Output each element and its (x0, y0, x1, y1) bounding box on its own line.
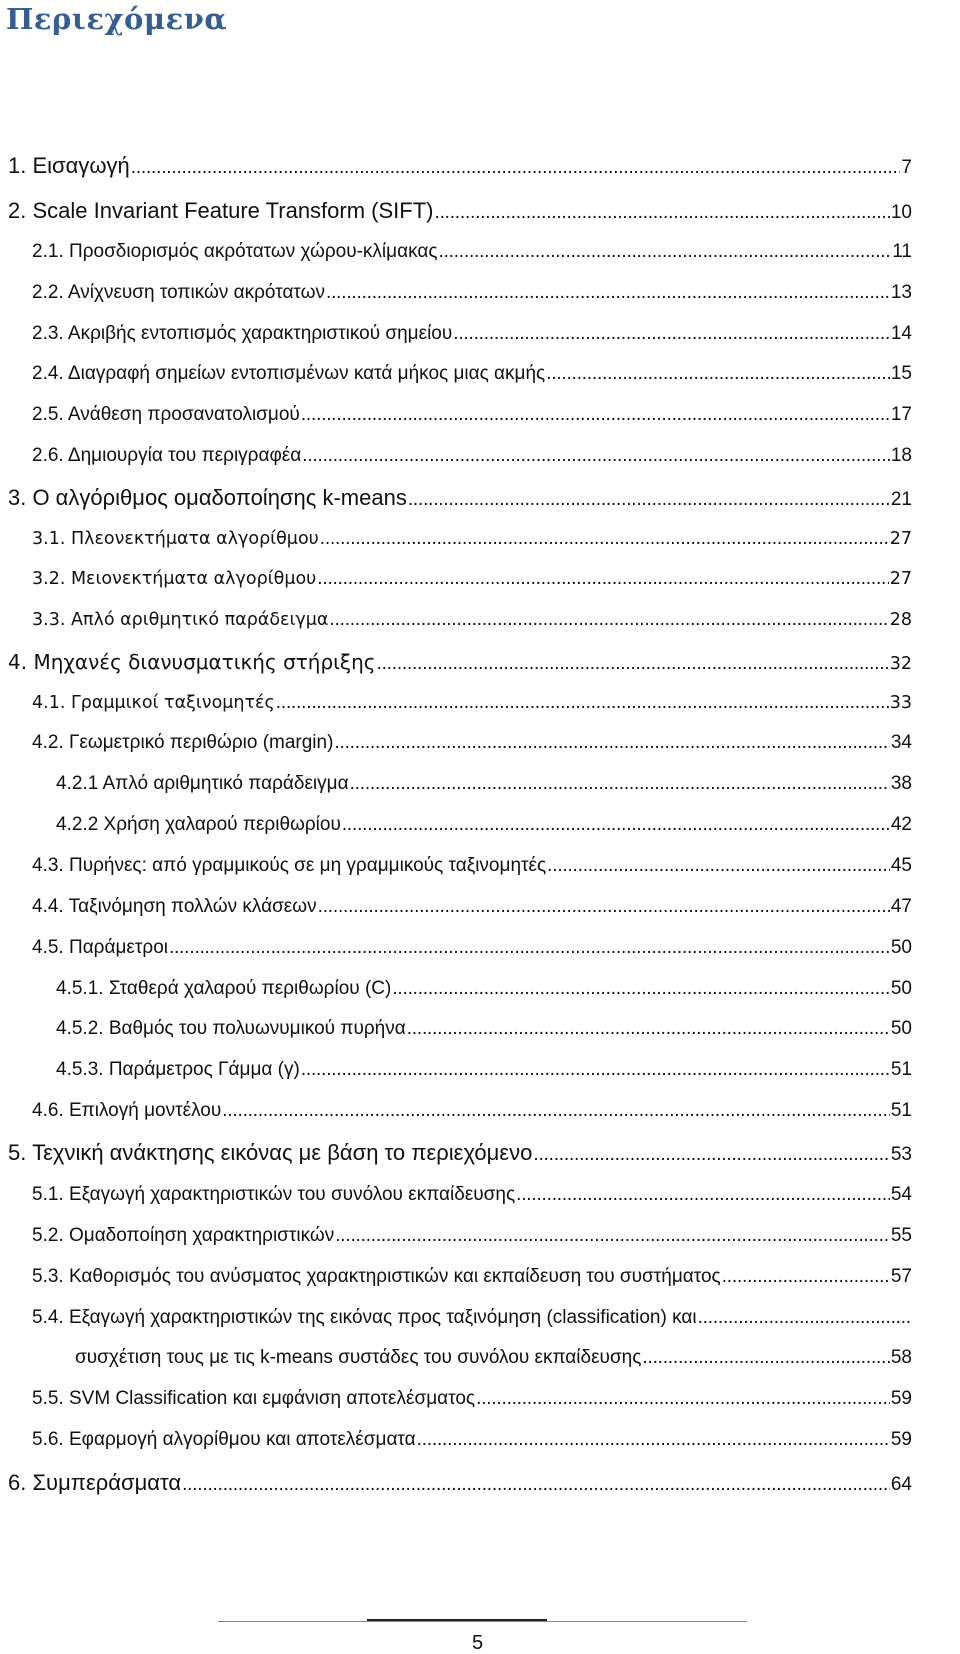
toc-entry[interactable] (8, 1469, 912, 1499)
toc-dot-leader (407, 1017, 890, 1041)
toc-dot-leader (182, 1471, 890, 1499)
toc-entry-page: 50 (890, 978, 912, 999)
footer-rule (218, 1621, 747, 1622)
toc-dot-leader (342, 813, 890, 837)
toc-entry-title: 2.6. Δημιουργία του περιγραφέα (32, 445, 302, 466)
toc-entry[interactable] (8, 152, 912, 182)
toc-dot-leader (334, 731, 889, 755)
toc-entry-page: 28 (889, 610, 912, 630)
toc-entry-page: 54 (890, 1184, 912, 1205)
toc-entry[interactable] (56, 772, 912, 796)
toc-entry[interactable] (32, 1428, 912, 1452)
toc-entry-page: 64 (890, 1474, 912, 1495)
toc-entry-title: 3. Ο αλγόριθμος ομαδοποίησης k-means (8, 485, 407, 510)
toc-dot-leader (377, 650, 889, 678)
toc-entry-page: 45 (890, 855, 912, 876)
toc-entry-title: 5.2. Ομαδοποίηση χαρακτηριστικών (32, 1225, 335, 1246)
toc-entry[interactable] (32, 691, 912, 715)
toc-entry-title: 4.2.2 Χρήση χαλαρού περιθωρίου (56, 814, 341, 835)
toc-entry[interactable] (32, 895, 912, 919)
toc-entry-page: 58 (890, 1347, 912, 1368)
toc-dot-leader (642, 1346, 889, 1370)
toc-dot-leader (476, 1387, 890, 1411)
toc-entry-title: 2.5. Ανάθεση προσανατολισμού (32, 404, 300, 425)
toc-entry[interactable] (32, 608, 912, 632)
toc-dot-leader (335, 1224, 890, 1248)
toc-dot-leader (417, 1428, 890, 1452)
toc-entry-title: 4.5.3. Παράμετρος Γάμμα (γ) (56, 1059, 300, 1080)
toc-entry[interactable] (32, 1183, 912, 1207)
toc-entry-title: 2.3. Ακριβής εντοπισμός χαρακτηριστικού σημείου (32, 323, 453, 344)
toc-dot-leader (722, 1265, 890, 1289)
toc-dot-leader (533, 1141, 889, 1169)
toc-entry-title: 3.1. Πλεονεκτήματα αλγορίθμου (32, 529, 319, 549)
toc-entry[interactable] (32, 362, 912, 386)
toc-entry[interactable] (8, 648, 912, 678)
toc-entry-title: 4.3. Πυρήνες: από γραμμικούς σε μη γραμμικούς ταξινομητές (32, 855, 547, 876)
toc-entry-page: 18 (890, 445, 912, 466)
toc-entry-page: 13 (890, 282, 912, 303)
toc-entry-page: 50 (890, 1018, 912, 1039)
toc-entry-page: 32 (889, 654, 912, 674)
toc-entry-title: 3.2. Μειονεκτήματα αλγορίθμου (32, 569, 317, 589)
toc-entry[interactable] (32, 567, 912, 591)
toc-dot-leader (546, 362, 890, 386)
toc-entry[interactable] (32, 281, 912, 305)
toc-entry-title: 4.6. Επιλογή μοντέλου (32, 1100, 222, 1121)
toc-dot-leader (698, 1306, 911, 1330)
toc-dot-leader (350, 772, 890, 796)
toc-entry-page: 59 (890, 1429, 912, 1450)
toc-entry-title: συσχέτιση τους με τις k-means συστάδες του συνόλου εκπαίδευσης (75, 1347, 642, 1368)
toc-entry-page: 33 (889, 693, 912, 713)
toc-entry-title: 4.2. Γεωμετρικό περιθώριο (margin) (32, 732, 334, 753)
toc-entry-page: 57 (890, 1266, 912, 1287)
toc-dot-leader (301, 1058, 890, 1082)
toc-dot-leader (516, 1183, 890, 1207)
toc-entry-page: 51 (890, 1100, 912, 1121)
toc-entry-title: 4.4. Ταξινόμηση πολλών κλάσεων (32, 896, 317, 917)
toc-dot-leader (318, 895, 890, 919)
toc-entry-page: 7 (901, 157, 912, 178)
toc-heading: Περιεχόμενα (6, 2, 228, 36)
toc-entry-page: 34 (890, 732, 912, 753)
toc-dot-leader (169, 936, 890, 960)
toc-entry[interactable] (32, 1265, 912, 1289)
toc-dot-leader (453, 322, 890, 346)
toc-entry-page: 15 (890, 363, 912, 384)
toc-entry-title: 4. Μηχανές διανυσματικής στήριξης (8, 650, 376, 674)
toc-dot-leader (302, 444, 890, 468)
page-number: 5 (472, 1632, 484, 1654)
toc-entry-title: 4.1. Γραμμικοί ταξινομητές (32, 693, 275, 713)
toc-entry-title: 4.5.2. Βαθμός του πολυωνυμικού πυρήνα (56, 1018, 406, 1039)
toc-dot-leader (438, 240, 891, 264)
toc-entry-title: 4.2.1 Απλό αριθμητικό παράδειγμα (56, 773, 349, 794)
toc-entry-title: 5.4. Εξαγωγή χαρακτηριστικών της εικόνας προς ταξινόμηση (classification) και (32, 1307, 697, 1328)
toc-dot-leader (408, 486, 890, 514)
toc-dot-leader (434, 199, 889, 227)
toc-entry[interactable] (56, 1058, 912, 1082)
toc-entry-page: 10 (890, 202, 912, 223)
toc-entry-page: 47 (890, 896, 912, 917)
toc-dot-leader (547, 854, 890, 878)
toc-entry-title: 3.3. Απλό αριθμητικό παράδειγμα (32, 610, 329, 630)
toc-entry-page: 21 (890, 489, 912, 510)
toc-entry-title: 6. Συμπεράσματα (8, 1470, 182, 1495)
toc-entry[interactable] (32, 444, 912, 468)
toc-entry[interactable] (32, 1224, 912, 1248)
toc-entry[interactable] (32, 1387, 912, 1411)
toc-entry-page: 53 (890, 1144, 912, 1165)
toc-entry[interactable] (32, 936, 912, 960)
footer-rule-accent (367, 1619, 547, 1621)
toc-entry-title: 5.3. Καθορισμός του ανύσματος χαρακτηριστικών και εκπαίδευση του συστήματος (32, 1266, 721, 1287)
toc-entry-title: 5.1. Εξαγωγή χαρακτηριστικών του συνόλου εκπαίδευσης (32, 1184, 516, 1205)
toc-entry-title: 4.5.1. Σταθερά χαλαρού περιθωρίου (C) (56, 978, 392, 999)
toc-entry[interactable] (32, 1099, 912, 1123)
toc-entry[interactable] (8, 484, 912, 514)
toc-entry[interactable] (8, 1139, 912, 1169)
toc-dot-leader (301, 403, 890, 427)
toc-entry[interactable] (32, 322, 912, 346)
toc-entry-title: 4.5. Παράμετροι (32, 937, 168, 958)
toc-entry[interactable] (56, 977, 912, 1001)
toc-entry-title: 2. Scale Invariant Feature Transform (SIFT) (8, 198, 434, 223)
toc-entry-title: 2.4. Διαγραφή σημείων εντοπισμένων κατά μήκος μιας ακμής (32, 363, 546, 384)
toc-entry[interactable] (56, 813, 912, 837)
toc-entry[interactable] (75, 1346, 912, 1370)
toc-entry[interactable] (32, 240, 912, 264)
toc-entry-page: 59 (890, 1388, 912, 1409)
toc-entry[interactable] (32, 731, 912, 755)
toc-dot-leader (320, 527, 889, 551)
toc-entry[interactable] (8, 197, 912, 227)
toc-entry-page: 14 (890, 323, 912, 344)
toc-entry-title: 2.2. Ανίχνευση τοπικών ακρότατων (32, 282, 326, 303)
toc-entry-page: 27 (889, 569, 912, 589)
toc-entry-page: 38 (890, 773, 912, 794)
toc-entry-title: 5. Τεχνική ανάκτησης εικόνας με βάση το περιεχόμενο (8, 1140, 533, 1165)
toc-entry-page: 17 (890, 404, 912, 425)
toc-dot-leader (392, 977, 890, 1001)
toc-entry-page: 51 (890, 1059, 912, 1080)
toc-entry-title: 5.6. Εφαρμογή αλγορίθμου και αποτελέσματα (32, 1429, 416, 1450)
toc-entry-page: 11 (892, 241, 912, 262)
toc-entry-title: 5.5. SVM Classification και εμφάνιση αποτελέσματος (32, 1388, 476, 1409)
toc-dot-leader (329, 608, 888, 632)
toc-entry[interactable] (32, 1306, 912, 1330)
toc-entry[interactable] (32, 527, 912, 551)
toc-entry-title: 1. Εισαγωγή (8, 153, 130, 178)
toc-entry-page: 27 (889, 529, 912, 549)
toc-dot-leader (131, 154, 901, 182)
toc-dot-leader (326, 281, 890, 305)
toc-dot-leader (276, 691, 889, 715)
toc-entry[interactable] (32, 854, 912, 878)
toc-entry-page: 42 (890, 814, 912, 835)
toc-dot-leader (222, 1099, 890, 1123)
toc-entry-title: 2.1. Προσδιορισμός ακρότατων χώρου-κλίμακας (32, 241, 438, 262)
toc-entry[interactable] (56, 1017, 912, 1041)
toc-entry[interactable] (32, 403, 912, 427)
toc-entry-page: 50 (890, 937, 912, 958)
toc-entry-page: 55 (890, 1225, 912, 1246)
toc-dot-leader (317, 567, 888, 591)
